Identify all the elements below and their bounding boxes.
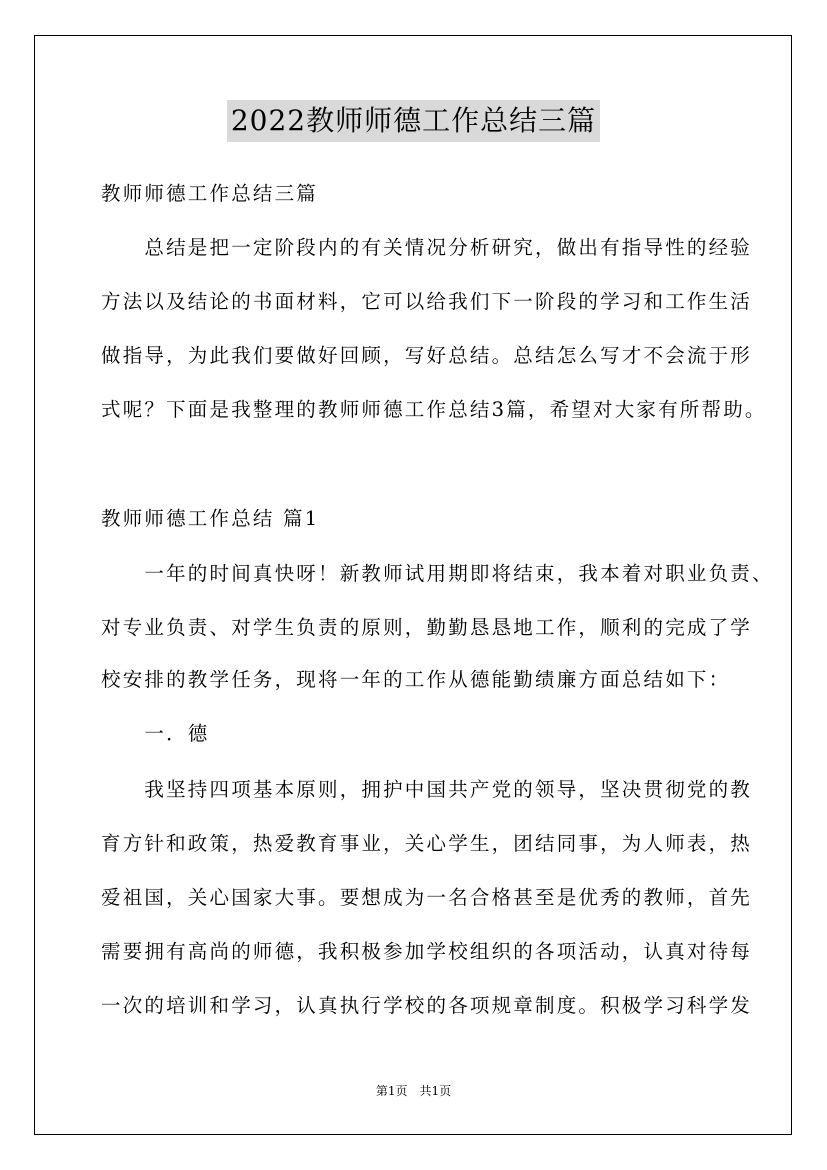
- paragraph-line: 做指导，为此我们要做好回顾，写好总结。总结怎么写才不会流于形: [101, 344, 753, 367]
- paragraph-line: 一次的培训和学习，认真执行学校的各项规章制度。积极学习科学发: [101, 994, 753, 1017]
- page-footer: 第1页 共1页: [375, 1084, 452, 1098]
- paragraph-line: 式呢？下面是我整理的教师师德工作总结3篇，希望对大家有所帮助。: [101, 398, 767, 421]
- paragraph-line: 我坚持四项基本原则，拥护中国共产党的领导，坚决贯彻党的教: [101, 778, 753, 801]
- document-title: 2022教师师德工作总结三篇: [227, 100, 600, 142]
- paragraph-line: 需要拥有高尚的师德，我积极参加学校组织的各项活动，认真对待每: [101, 940, 753, 963]
- section-heading-part1: 教师师德工作总结 篇1: [101, 507, 320, 530]
- section-heading-intro: 教师师德工作总结三篇: [101, 182, 319, 205]
- paragraph-line: 爱祖国，关心国家大事。要想成为一名合格甚至是优秀的教师，首先: [101, 886, 753, 909]
- paragraph-line: 校安排的教学任务，现将一年的工作从德能勤绩廉方面总结如下：: [101, 668, 731, 691]
- paragraph-line: 一年的时间真快呀！新教师试用期即将结束，我本着对职业负责、: [101, 562, 774, 585]
- paragraph-line: 总结是把一定阶段内的有关情况分析研究，做出有指导性的经验: [101, 236, 753, 259]
- paragraph-line: 方法以及结论的书面材料，它可以给我们下一阶段的学习和工作生活: [101, 290, 753, 313]
- subsection-heading-de: 一．德: [101, 722, 210, 745]
- title-container: [0, 100, 827, 142]
- paragraph-line: 对专业负责、对学生负责的原则，勤勤恳恳地工作，顺利的完成了学: [101, 616, 753, 639]
- paragraph-line: 育方针和政策，热爱教育事业，关心学生，团结同事，为人师表，热: [101, 832, 753, 855]
